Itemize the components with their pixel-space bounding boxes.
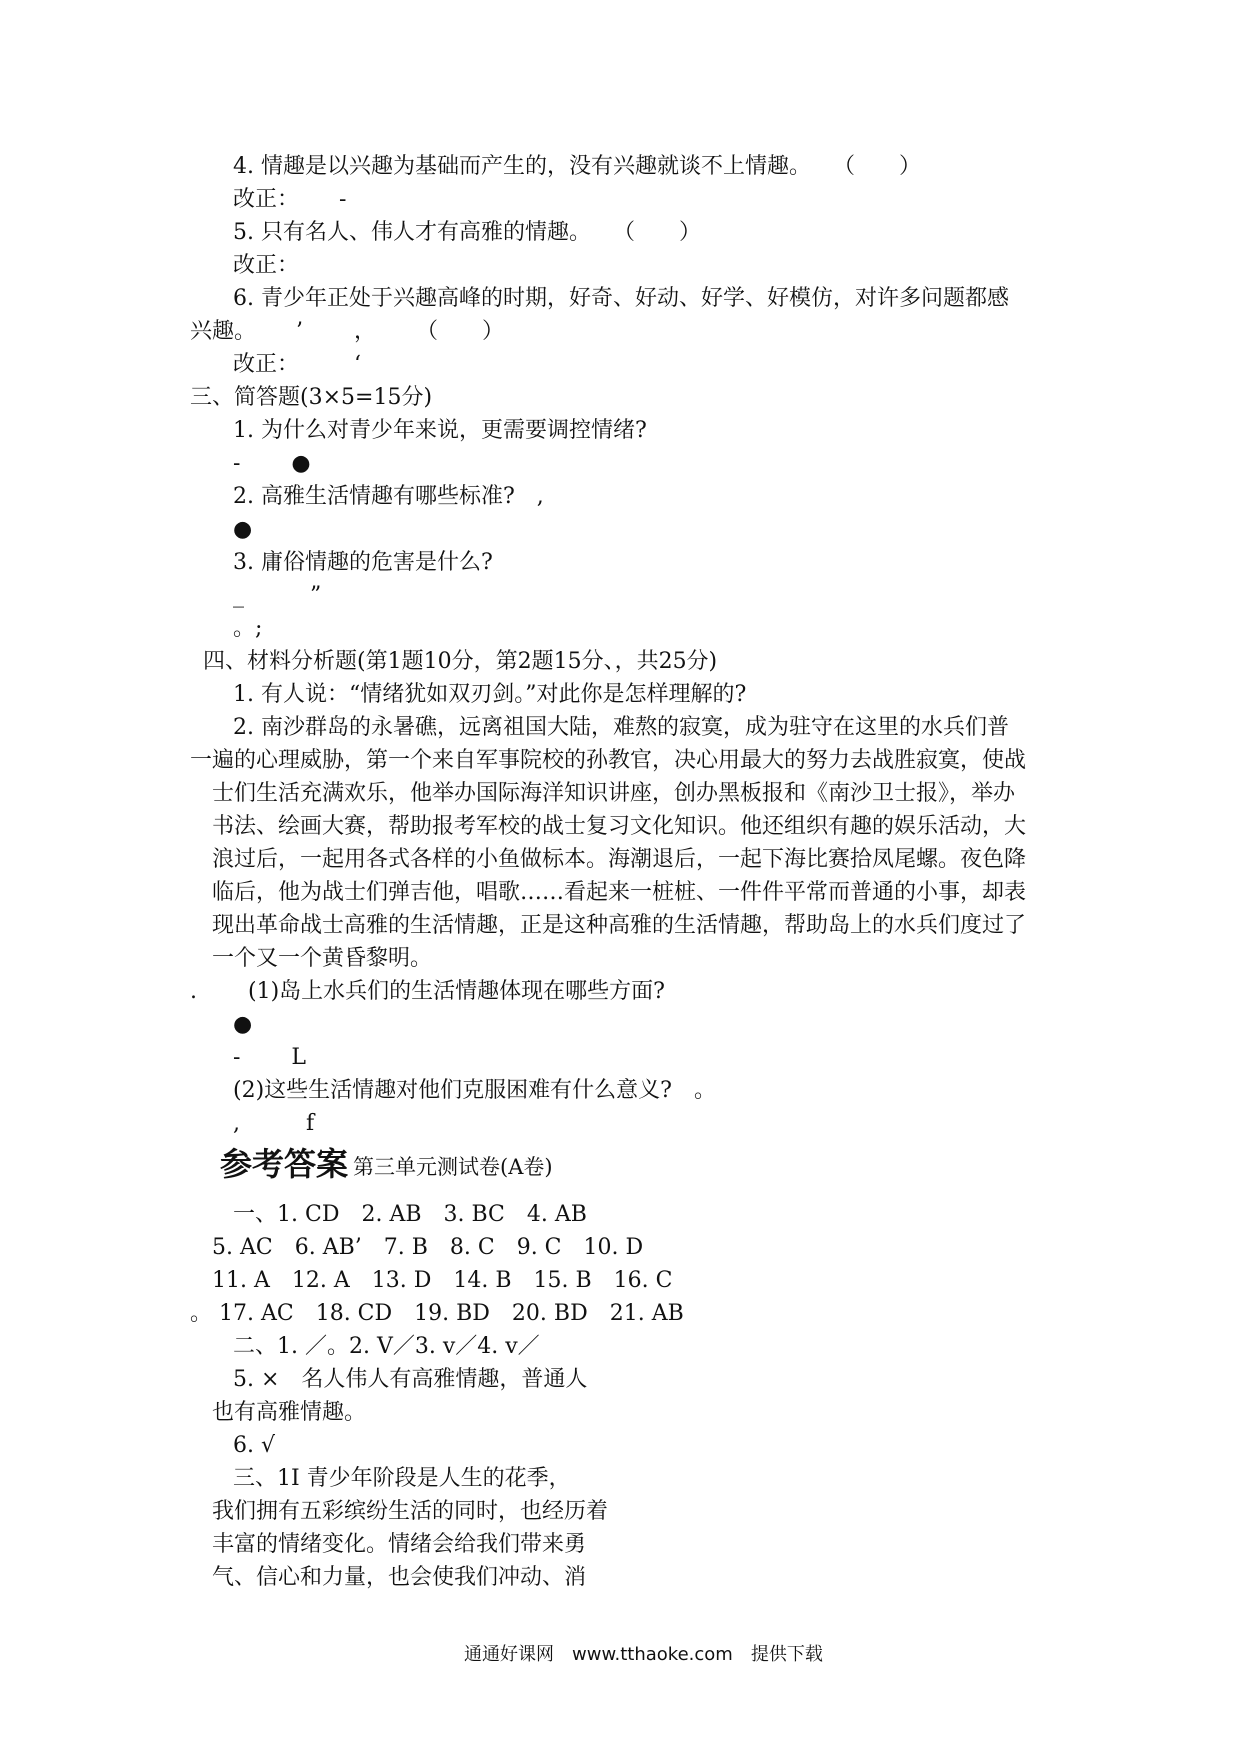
section-3-question-2-mark: ●: [233, 517, 253, 542]
answer-line: 。 17. AC 18. CD 19. BD 20. BD 21. AB: [190, 1301, 684, 1326]
answer-line: 5. AC 6. AB’ 7. B 8. C 9. C 10. D: [212, 1235, 644, 1260]
section-4-sub-question-1-mark-2: - L: [233, 1045, 307, 1070]
section-4-sub-question-2: (2)这些生活情趣对他们克服困难有什么意义? 。: [233, 1078, 716, 1103]
page-footer: 通通好课网 www.tthaoke.com 提供下载: [464, 1644, 823, 1665]
question-6-correction: 改正： ‘: [233, 352, 361, 377]
question-5: 5. 只有名人、伟人才有高雅的情趣。 （ ）: [233, 220, 701, 245]
section-4-sub-question-1-mark-1: ●: [233, 1012, 253, 1037]
question-6-line-2: 兴趣。 ’ ， （ ）: [190, 319, 504, 344]
section-4-sub-question-1: . (1)岛上水兵们的生活情趣体现在哪些方面?: [190, 979, 665, 1004]
question-4: 4. 情趣是以兴趣为基础而产生的，没有兴趣就谈不上情趣。 （ ）: [233, 154, 921, 179]
answer-line: 丰富的情绪变化。情绪会给我们带来勇: [212, 1532, 587, 1557]
section-4-passage-line: 临后，他为战士们弹吉他，唱歌……看起来一桩桩、一件件平常而普通的小事，却表: [212, 880, 1027, 905]
section-3-question-3-mark-1: _ ”: [233, 583, 322, 608]
answer-line: 5. × 名人伟人有高雅情趣，普通人: [233, 1367, 588, 1392]
section-4-heading: 四、材料分析题(第1题10分，第2题15分、，共25分): [203, 649, 718, 674]
section-4-question-1: 1. 有人说：“情绪犹如双刃剑。”对此你是怎样理解的?: [233, 682, 747, 707]
section-3-question-2: 2. 高雅生活情趣有哪些标准? ,: [233, 484, 544, 509]
answer-line: 二、1. ／。2. V／3. v／4. v／: [233, 1334, 540, 1359]
section-3-question-3-mark-2: 。;: [233, 616, 263, 641]
section-4-passage-line: 书法、绘画大赛，帮助报考军校的战士复习文化知识。他还组织有趣的娱乐活动，大: [212, 814, 1027, 839]
section-3-heading: 三、简答题(3×5=15分): [190, 385, 433, 410]
question-6-line-1: 6. 青少年正处于兴趣高峰的时期，好奇、好动、好学、好模仿，对许多问题都感: [233, 286, 1009, 311]
answer-line: 6. √: [233, 1433, 276, 1458]
section-3-question-3: 3. 庸俗情趣的危害是什么?: [233, 550, 493, 575]
section-4-sub-question-2-mark: , f: [233, 1111, 315, 1136]
answers-subtitle: 第三单元测试卷(A卷): [353, 1155, 553, 1179]
answer-line: 三、1I 青少年阶段是人生的花季，: [233, 1466, 571, 1491]
section-3-question-1-mark: - ●: [233, 451, 311, 476]
section-3-question-1: 1. 为什么对青少年来说，更需要调控情绪?: [233, 418, 647, 443]
question-4-correction: 改正： -: [233, 187, 347, 212]
section-4-passage-line: 2. 南沙群岛的永暑礁，远离祖国大陆，难熬的寂寞，成为驻守在这里的水兵们普: [233, 715, 1009, 740]
section-4-passage-line: 浪过后，一起用各式各样的小鱼做标本。海潮退后，一起下海比赛拾凤尾螺。夜色降: [212, 847, 1027, 872]
section-4-passage-line: 一个又一个黄昏黎明。: [212, 946, 433, 971]
answer-line: 我们拥有五彩缤纷生活的同时，也经历着: [212, 1499, 609, 1524]
answer-line: 一、1. CD 2. AB 3. BC 4. AB: [233, 1202, 587, 1227]
answer-line: 11. A 12. A 13. D 14. B 15. B 16. C: [212, 1268, 673, 1293]
section-4-passage-line: 一遍的心理威胁，第一个来自军事院校的孙教官，决心用最大的努力去战胜寂寞，使战: [190, 748, 1027, 773]
question-5-correction: 改正：: [233, 253, 300, 278]
answer-line: 气、信心和力量，也会使我们冲动、消: [212, 1565, 587, 1590]
answers-title: 参考答案: [220, 1145, 349, 1183]
answer-line: 也有高雅情趣。: [212, 1400, 367, 1425]
section-4-passage-line: 现出革命战士高雅的生活情趣，正是这种高雅的生活情趣，帮助岛上的水兵们度过了: [212, 913, 1027, 938]
section-4-passage-line: 士们生活充满欢乐，他举办国际海洋知识讲座，创办黑板报和《南沙卫士报》，举办: [212, 781, 1016, 806]
